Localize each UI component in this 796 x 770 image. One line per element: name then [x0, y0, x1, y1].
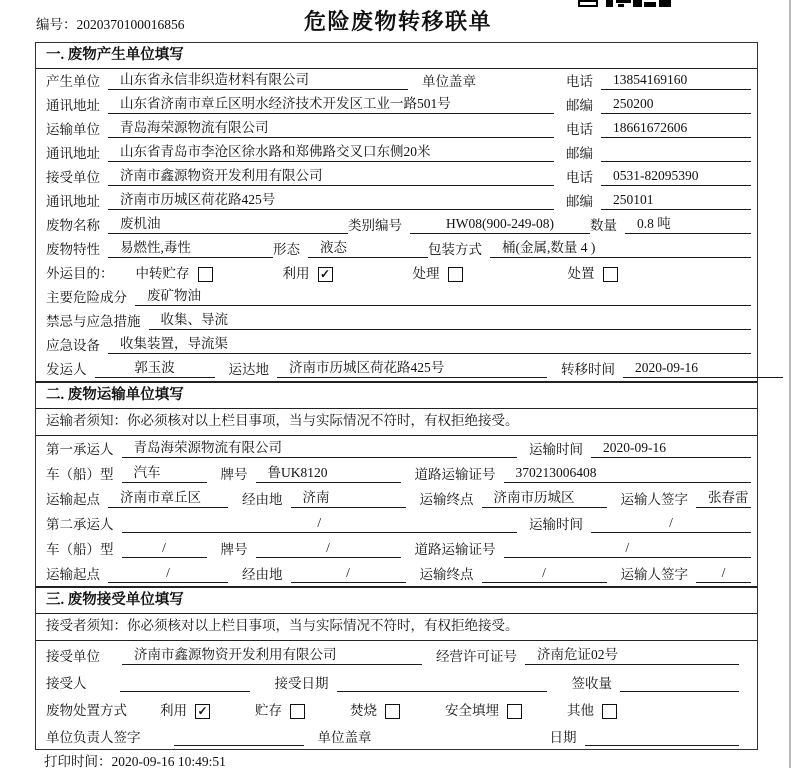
- sign1-value: 张春雷: [696, 486, 751, 508]
- receiver-value: 济南市鑫源物资开发利用有限公司: [108, 164, 554, 186]
- permit1-label: 道路运输证号: [414, 467, 496, 482]
- receiver-phone-label: 电话: [566, 170, 593, 185]
- section-receiver-title: 三. 废物接受单位填写: [36, 588, 757, 614]
- hazard-components-row: [36, 285, 757, 309]
- producer-phone-value: 13854169160: [601, 72, 751, 90]
- receiver-zip-label: 邮编: [566, 194, 593, 209]
- characteristics-value: 易燃性,毒性: [108, 236, 273, 258]
- producer-address-label: 通讯地址: [46, 98, 100, 113]
- plate2-value: /: [256, 540, 401, 558]
- vehicle2-label: 车（船）型: [46, 542, 114, 557]
- checkbox-disposal-landfill-icon: [507, 704, 522, 719]
- accept-date-label: 接受日期: [274, 676, 329, 691]
- transport-time1-value: 2020-09-16: [591, 440, 751, 458]
- section-transporter-title: 二. 废物运输单位填写: [36, 383, 757, 409]
- receiver-phone-value: 0531-82095390: [601, 168, 751, 186]
- transfer-time-value: 2020-09-16: [623, 360, 783, 378]
- disposal-label: 废物处置方式: [46, 703, 127, 718]
- manifest-form: [35, 42, 758, 750]
- accept-unit-value: 济南市鑫源物资开发利用有限公司: [122, 643, 422, 665]
- category-label: 类别编号: [348, 218, 402, 233]
- disposal-option-other: 其他: [567, 699, 617, 719]
- vehicle1-value: 汽车: [122, 461, 207, 483]
- waste-name-row: [36, 213, 757, 237]
- qr-code-fragment-icon: [578, 0, 678, 9]
- receiver-row: [36, 165, 757, 189]
- checkbox-storage-icon: [198, 267, 213, 282]
- transporter-phone-value: 18661672606: [601, 120, 751, 138]
- shipper-value: 郭玉波: [95, 356, 215, 378]
- received-amount-label: 签收量: [571, 676, 612, 691]
- form-state-value: 液态: [308, 236, 428, 258]
- purpose-label: 外运目的：: [46, 266, 114, 281]
- disposal-method-row: [36, 695, 757, 722]
- waste-name-label: 废物名称: [46, 218, 100, 233]
- receiver-zip-value: 250101: [601, 192, 751, 210]
- purpose-option-treat: 处理: [413, 262, 463, 282]
- transporter-value: 青岛海荣源物流有限公司: [108, 116, 554, 138]
- hazard-label: 主要危险成分: [46, 290, 127, 305]
- acceptor-value: [120, 677, 250, 692]
- page-edge-line: [789, 0, 791, 768]
- transporter-zip-value: [601, 147, 751, 162]
- transfer-purpose-row: [36, 261, 757, 285]
- vehicle2-row: [36, 536, 757, 561]
- route2-row: [36, 561, 757, 586]
- document-title: 危险废物转移联单: [303, 9, 492, 34]
- via2-value: /: [291, 565, 406, 583]
- origin1-value: 济南市章丘区: [108, 486, 228, 508]
- shipper-label: 发运人: [46, 362, 87, 377]
- end1-value: 济南市历城区: [482, 486, 607, 508]
- producer-zip-value: 250200: [601, 96, 751, 114]
- end2-label: 运输终点: [419, 567, 474, 582]
- hazard-value: 废矿物油: [135, 284, 751, 306]
- receiver-address-value: 济南市历城区荷花路425号: [108, 188, 554, 210]
- origin1-label: 运输起点: [46, 492, 100, 507]
- via1-value: 济南: [291, 486, 406, 508]
- first-carrier-value: 青岛海荣源物流有限公司: [122, 436, 518, 458]
- date-value: [585, 731, 740, 746]
- via1-label: 经由地: [242, 492, 283, 507]
- section-receiver: [36, 586, 757, 749]
- plate1-value: 鲁UK8120: [256, 461, 401, 483]
- first-carrier-label: 第一承运人: [46, 442, 114, 457]
- sign2-value: /: [696, 565, 751, 583]
- disposal-option-landfill: 安全填埋: [445, 699, 522, 719]
- emergency-measures-row: [36, 309, 757, 333]
- packing-value: 桶(金属,数量 4 ): [490, 236, 751, 258]
- transporter-phone-label: 电话: [566, 122, 593, 137]
- receiver-label: 接受单位: [46, 170, 100, 185]
- producer-zip-label: 邮编: [566, 98, 593, 113]
- print-time-label: 打印时间：: [44, 754, 112, 769]
- emergency-equipment-row: [36, 333, 757, 357]
- second-carrier-value: /: [122, 515, 518, 533]
- received-amount-value: [620, 677, 739, 692]
- checkbox-disposal-utilize-icon: ✓: [195, 704, 210, 719]
- sign1-label: 运输人签字: [620, 492, 688, 507]
- transfer-time-label: 转移时间: [561, 362, 615, 377]
- checkbox-disposal-other-icon: [602, 704, 617, 719]
- form-number-label: 编号：: [36, 17, 77, 32]
- route1-row: [36, 486, 757, 511]
- transport-time1-label: 运输时间: [529, 442, 583, 457]
- disposal-option-incinerate: 焚烧: [350, 699, 400, 719]
- producer-row: [36, 69, 757, 93]
- disposal-option-utilize: 利用 ✓: [160, 699, 210, 719]
- acceptor-row: [36, 668, 757, 695]
- permit1-value: 370213006408: [504, 465, 752, 483]
- section-transporter: [36, 381, 757, 586]
- emergency-value: 收集、导流: [149, 308, 752, 330]
- acceptor-label: 接受人: [46, 676, 87, 691]
- quantity-label: 数量: [590, 218, 617, 233]
- checkbox-disposal-store-icon: [290, 704, 305, 719]
- producer-address-row: [36, 93, 757, 117]
- producer-label: 产生单位: [46, 74, 100, 89]
- accept-unit-row: [36, 641, 757, 668]
- license-label: 经营许可证号: [436, 649, 517, 664]
- accept-unit-label: 接受单位: [46, 649, 100, 664]
- quantity-value: 0.8 吨: [625, 212, 751, 234]
- equipment-label: 应急设备: [46, 338, 100, 353]
- producer-phone-label: 电话: [566, 74, 593, 89]
- checkbox-utilize-icon: ✓: [318, 267, 333, 282]
- via2-label: 经由地: [242, 567, 283, 582]
- transporter-notice: 运输者须知：你必须核对以上栏目事项，当与实际情况不符时，有权拒绝接受。: [36, 409, 757, 436]
- print-time: [44, 750, 226, 770]
- vehicle1-label: 车（船）型: [46, 467, 114, 482]
- transporter-row: [36, 117, 757, 141]
- transport-time2-label: 运输时间: [529, 517, 583, 532]
- second-carrier-row: [36, 511, 757, 536]
- checkbox-disposal-incinerate-icon: [385, 704, 400, 719]
- permit2-value: /: [504, 540, 752, 558]
- responsible-sign-row: [36, 722, 757, 749]
- transporter-address-value: 山东省青岛市李沧区徐水路和郑佛路交叉口东侧20米: [108, 140, 554, 162]
- waste-name-value: 废机油: [108, 212, 348, 234]
- end1-label: 运输终点: [419, 492, 474, 507]
- sign2-label: 运输人签字: [620, 567, 688, 582]
- plate2-label: 牌号: [220, 542, 248, 557]
- responsible-sign-value: [174, 731, 304, 746]
- purpose-option-utilize: 利用 ✓: [283, 262, 333, 282]
- disposal-option-store: 贮存: [255, 699, 305, 719]
- purpose-option-dispose: 处置: [568, 262, 618, 282]
- end2-value: /: [482, 565, 607, 583]
- license-value: 济南危证02号: [525, 643, 739, 665]
- form-number-value: 2020370100016856: [76, 17, 185, 32]
- second-carrier-label: 第二承运人: [46, 517, 114, 532]
- category-value: HW08(900-249-08): [410, 216, 590, 234]
- unit-seal-label: 单位盖章: [422, 74, 476, 89]
- characteristics-label: 废物特性: [46, 242, 100, 257]
- producer-address-value: 山东省济南市章丘区明水经济技术开发区工业一路501号: [108, 92, 554, 114]
- equipment-value: 收集装置，导流渠: [108, 332, 751, 354]
- accept-date-value: [337, 677, 547, 692]
- form-state-label: 形态: [273, 242, 300, 257]
- section-producer-title: 一. 废物产生单位填写: [36, 43, 757, 69]
- responsible-sign-label: 单位负责人签字: [46, 730, 141, 745]
- transporter-address-row: [36, 141, 757, 165]
- packing-label: 包装方式: [428, 242, 482, 257]
- waste-characteristics-row: [36, 237, 757, 261]
- receiver-address-label: 通讯地址: [46, 194, 100, 209]
- vehicle1-row: [36, 461, 757, 486]
- checkbox-treat-icon: [448, 267, 463, 282]
- date-label: 日期: [549, 730, 577, 745]
- transporter-label: 运输单位: [46, 122, 100, 137]
- vehicle2-value: /: [122, 540, 207, 558]
- purpose-option-storage: 中转贮存: [136, 262, 213, 282]
- receiver-seal-label: 单位盖章: [317, 730, 372, 745]
- shipper-row: [36, 357, 757, 381]
- destination-label: 运达地: [228, 362, 269, 377]
- section-producer: [36, 43, 757, 381]
- producer-value: 山东省永信非织造材料有限公司: [108, 68, 408, 90]
- receiver-address-row: [36, 189, 757, 213]
- origin2-value: /: [108, 565, 228, 583]
- destination-value: 济南市历城区荷花路425号: [277, 356, 547, 378]
- print-time-value: 2020-09-16 10:49:51: [111, 754, 226, 769]
- transporter-zip-label: 邮编: [566, 146, 593, 161]
- plate1-label: 牌号: [220, 467, 248, 482]
- first-carrier-row: [36, 436, 757, 461]
- receiver-notice: 接受者须知：你必须核对以上栏目事项，当与实际情况不符时，有权拒绝接受。: [36, 614, 757, 641]
- checkbox-dispose-icon: [603, 267, 618, 282]
- transport-time2-value: /: [591, 515, 751, 533]
- permit2-label: 道路运输证号: [414, 542, 496, 557]
- transporter-address-label: 通讯地址: [46, 146, 100, 161]
- origin2-label: 运输起点: [46, 567, 100, 582]
- emergency-label: 禁忌与应急措施: [46, 314, 141, 329]
